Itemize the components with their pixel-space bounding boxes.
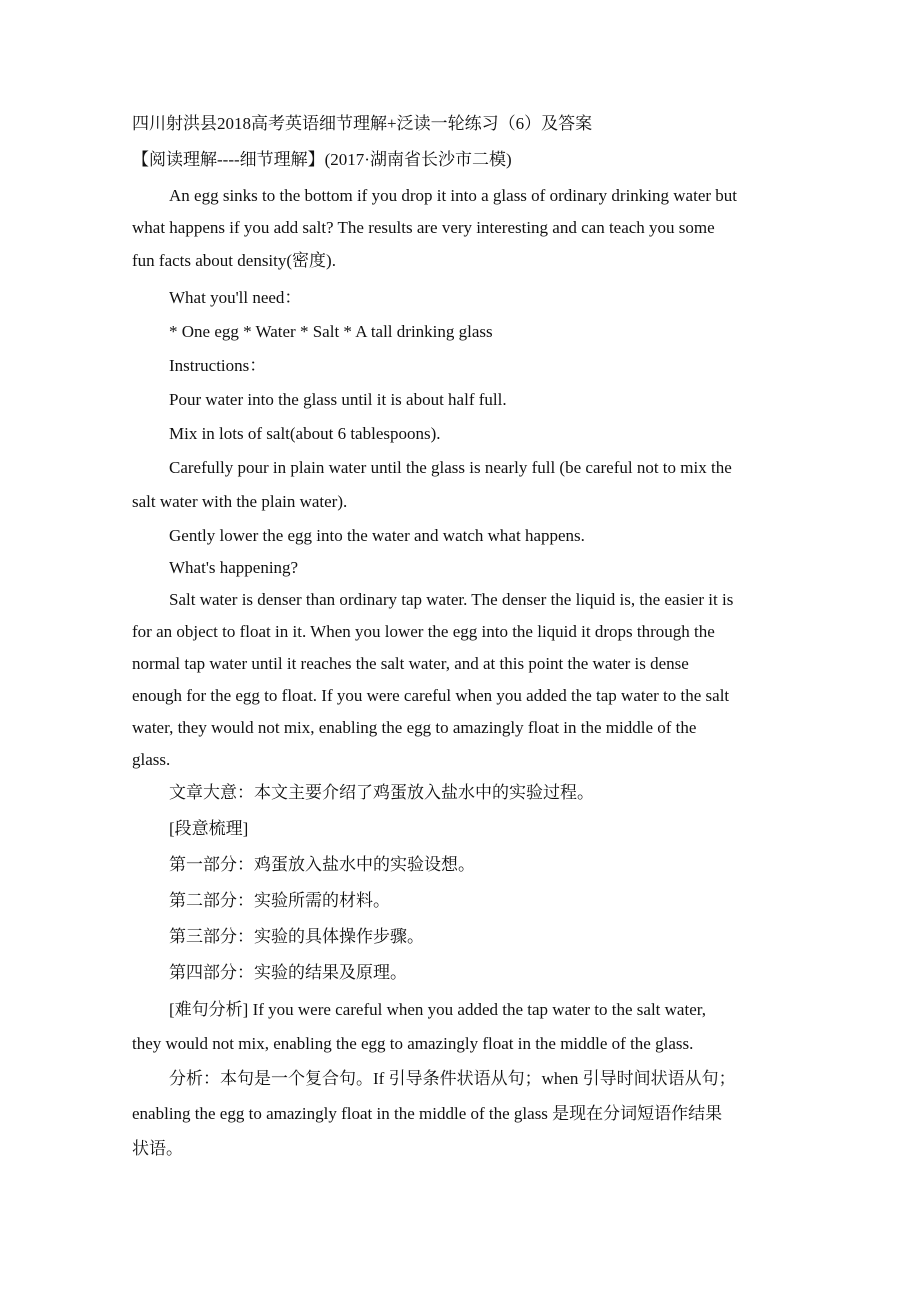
paragraph1-line: what happens if you add salt? The results are very interesting and can teach you some xyxy=(132,218,715,237)
analysis-line: 状语。 xyxy=(132,1139,183,1158)
part-2: 第二部分：实验所需的材料。 xyxy=(169,891,390,910)
analysis-line: 分析：本句是一个复合句。If 引导条件状语从句；when 引导时间状语从句； xyxy=(169,1069,736,1088)
analysis-line: enabling the egg to amazingly float in the middle of the glass 是现在分词短语作结果 xyxy=(132,1104,723,1123)
structure-heading: [段意梳理] xyxy=(169,819,249,838)
step-3-line: salt water with the plain water). xyxy=(132,492,348,511)
paragraph2-line: for an object to float in it. When you lower the egg into the liquid it drops through the xyxy=(132,622,715,641)
happening-heading: What's happening? xyxy=(169,558,299,577)
need-heading: What you'll need： xyxy=(169,288,302,307)
paragraph1-line: fun facts about density(密度). xyxy=(132,251,336,270)
difficult-sentence-line: [难句分析] If you were careful when you added the tap water to the salt water, xyxy=(169,1000,706,1019)
instructions-heading: Instructions： xyxy=(169,356,267,375)
difficult-sentence-line: they would not mix, enabling the egg to amazingly float in the middle of the glass. xyxy=(132,1034,694,1053)
paragraph2-line: enough for the egg to float. If you were careful when you added the tap water to the salt xyxy=(132,686,730,705)
section-label: 【阅读理解----细节理解】(2017·湖南省长沙市二模) xyxy=(132,150,512,169)
document-title: 四川射洪县2018高考英语细节理解+泛读一轮练习（6）及答案 xyxy=(132,114,593,133)
step-4: Gently lower the egg into the water and watch what happens. xyxy=(169,526,585,545)
step-2: Mix in lots of salt(about 6 tablespoons). xyxy=(169,424,441,443)
paragraph2-line: Salt water is denser than ordinary tap water. The denser the liquid is, the easier it is xyxy=(169,590,734,609)
summary: 文章大意：本文主要介绍了鸡蛋放入盐水中的实验过程。 xyxy=(169,783,594,802)
paragraph2-line: water, they would not mix, enabling the egg to amazingly float in the middle of the xyxy=(132,718,697,737)
items-list: * One egg * Water * Salt * A tall drinking glass xyxy=(169,322,493,341)
part-4: 第四部分：实验的结果及原理。 xyxy=(169,963,407,982)
step-1: Pour water into the glass until it is about half full. xyxy=(169,390,507,409)
paragraph2-line: glass. xyxy=(132,750,171,769)
paragraph2-line: normal tap water until it reaches the salt water, and at this point the water is dense xyxy=(132,654,689,673)
part-3: 第三部分：实验的具体操作步骤。 xyxy=(169,927,424,946)
paragraph1-line: An egg sinks to the bottom if you drop it into a glass of ordinary drinking water but xyxy=(169,186,738,205)
step-3-line: Carefully pour in plain water until the glass is nearly full (be careful not to mix the xyxy=(169,458,732,477)
part-1: 第一部分：鸡蛋放入盐水中的实验设想。 xyxy=(169,855,475,874)
